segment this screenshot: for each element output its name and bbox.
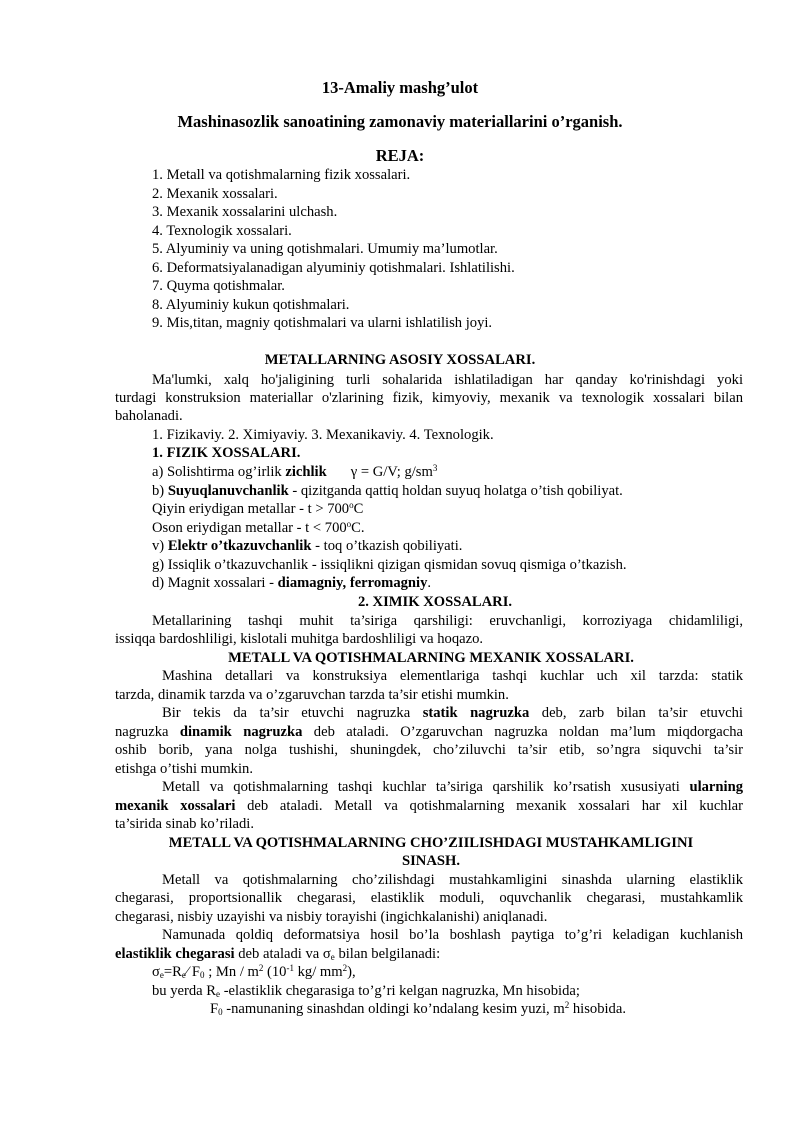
plan-item: 2. Mexanik xossalari. bbox=[152, 186, 278, 202]
term-static-load: statik nagruzka bbox=[422, 705, 530, 721]
section-heading-tensile: METALL VA QOTISHMALARNING CHO’ZIILISHDAGI MUSTAHKAMLIGINI bbox=[168, 835, 694, 851]
paragraph-line bbox=[162, 704, 743, 722]
term-mechanical-properties: mexanik xossalari bbox=[115, 798, 236, 814]
paragraph-line: tarzda, dinamik tarzda va o’zgaruvchan tarzda ta’sir etishi mumkin. bbox=[115, 687, 509, 703]
term-elastic-limit: elastiklik chegarasi bbox=[115, 946, 235, 962]
plan-item: 4. Texnologik xossalari. bbox=[152, 223, 292, 239]
formula-part: ; Mn / m bbox=[204, 964, 259, 980]
superscript: 2 bbox=[258, 963, 264, 973]
term-electrical-conductivity: Elektr o’tkazuvchanlik bbox=[167, 538, 312, 554]
formula-part: kg/ mm bbox=[293, 964, 343, 980]
unit: C. bbox=[351, 520, 365, 536]
hard-melting-metals bbox=[152, 500, 363, 518]
paragraph-line: issiqqa bardoshliligi, kislotali muhitga bardoshliligi va hoqazo. bbox=[115, 631, 484, 647]
subscript: e bbox=[181, 970, 186, 980]
property-types: 1. Fizikaviy. 2. Ximiyaviy. 3. Mexanikaviy. 4. Texnologik. bbox=[152, 427, 494, 443]
text-span: F bbox=[210, 1001, 219, 1017]
plan-title: REJA: bbox=[375, 146, 425, 165]
paragraph-line: Metallarining tashqi muhit ta’siriga qarshiligi: eruvchanligi, korroziyaga chidamliligi, bbox=[152, 613, 743, 629]
term-density: zichlik bbox=[285, 464, 327, 480]
paragraph-line: Namunada qoldiq deformatsiya hosil bo’la boshlash paytiga to’g’ri keladigan kuchlanish bbox=[162, 927, 743, 943]
subscript: e bbox=[216, 989, 221, 999]
term-dynamic-load: dinamik nagruzka bbox=[179, 724, 303, 740]
text-span: bilan belgilanadi: bbox=[334, 946, 441, 962]
subscript: 0 bbox=[218, 1007, 223, 1017]
superscript: 2 bbox=[564, 1000, 570, 1010]
section-heading-mechanical: METALL VA QOTISHMALARNING MEXANIK XOSSALARI. bbox=[228, 650, 634, 666]
paragraph-line: baholanadi. bbox=[115, 408, 183, 424]
plan-item: 8. Alyuminiy kukun qotishmalari. bbox=[152, 297, 350, 313]
item-text: Oson eriydigan metallar - t < 700 bbox=[152, 520, 347, 536]
text-span: deb ataladi va σ bbox=[234, 946, 331, 962]
formula-part: σ bbox=[152, 964, 160, 980]
paragraph-line: chegarasi, nisbiy uzayishi va nisbiy torayishi (ingichkalanishi) aniqlanadi. bbox=[115, 909, 548, 925]
topic-title: Mashinasozlik sanoatining zamonaviy materiallarini o’rganish. bbox=[177, 112, 623, 131]
text-span: deb ataladi. O’zgaruvchan nagruzka noldan ma’lum miqdorgacha bbox=[302, 724, 743, 740]
subscript: e bbox=[159, 970, 164, 980]
formula-part: =R bbox=[163, 964, 182, 980]
subscript: e bbox=[330, 952, 335, 962]
paragraph-line: Mashina detallari va konstruksiya elementlariga tashqi kuchlar uch xil tarzda: statik bbox=[162, 668, 743, 684]
paragraph-line: turdagi konstruksion materiallar o'zlarining fizik, kimyoviy, mexanik va texnologik xossalari bilan bbox=[115, 390, 743, 406]
formula-part: (10 bbox=[263, 964, 287, 980]
text-span: -namunaning sinashdan oldingi ko’ndalang kesim yuzi, m bbox=[222, 1001, 565, 1017]
easy-melting-metals bbox=[152, 519, 365, 537]
item-text: a) Solishtirma og’irlik bbox=[152, 464, 286, 480]
item-text: d) Magnit xossalari - bbox=[152, 575, 278, 591]
item-text: - qizitganda qattiq holdan suyuq holatga o’tish qobiliyat. bbox=[288, 483, 623, 499]
term-magnetic: diamagniy, ferromagniy bbox=[277, 575, 428, 591]
superscript: 3 bbox=[432, 463, 438, 473]
unit: C bbox=[353, 501, 364, 517]
text-span: Bir tekis da ta’sir etuvchi nagruzka bbox=[162, 705, 423, 721]
item-prefix: b) bbox=[152, 483, 168, 499]
term-mechanical-properties: ularning bbox=[689, 779, 743, 795]
formula-explanation-re bbox=[152, 982, 580, 1000]
section-heading-chemical: 2. XIMIK XOSSALARI. bbox=[357, 594, 513, 610]
degree-mark: o bbox=[349, 500, 354, 510]
text-span: -elastiklik chegarasiga to’g’ri kelgan nagruzka, Mn hisobida; bbox=[220, 983, 580, 999]
item-fusibility bbox=[152, 482, 623, 500]
elastic-limit-formula bbox=[152, 963, 356, 981]
item-density bbox=[152, 463, 437, 481]
text-span: hisobida. bbox=[569, 1001, 626, 1017]
text-span: bu yerda R bbox=[152, 983, 217, 999]
sub-heading-physical: 1. FIZIK XOSSALARI. bbox=[152, 445, 301, 461]
density-formula: γ = G/V; g/sm bbox=[350, 464, 433, 480]
subscript: 0 bbox=[200, 970, 205, 980]
text-span: nagruzka bbox=[115, 724, 180, 740]
paragraph-line bbox=[115, 797, 743, 815]
superscript: -1 bbox=[286, 963, 294, 973]
paragraph-line: oshib borib, yana nolga tushishi, shuningdek, cho’ziluvchi ta’sir etib, so’ngra siquvchi ta’sir bbox=[115, 742, 743, 758]
plan-item: 3. Mexanik xossalarini ulchash. bbox=[152, 204, 338, 220]
paragraph-line: ta’sirida sinab ko’riladi. bbox=[115, 816, 255, 832]
item-text: Qiyin eriydigan metallar - t > 700 bbox=[152, 501, 350, 517]
paragraph-line: chegarasi, proportsionallik chegarasi, elastiklik moduli, oquvchanlik chegarasi, mustahkamlik bbox=[115, 890, 743, 906]
plan-item: 1. Metall va qotishmalarning fizik xossalari. bbox=[152, 167, 411, 183]
text-span: Metall va qotishmalarning tashqi kuchlar ta’siriga qarshilik ko’rsatish xususiyati bbox=[162, 779, 690, 795]
formula-part: ⁄ F bbox=[185, 964, 201, 980]
paragraph-line: Ma'lumki, xalq ho'jaligining turli sohalarida ishlatiladigan har qanday ko'rinishdagi yoki bbox=[152, 372, 743, 388]
text-span: deb ataladi. Metall va qotishmalarning mexanik xossalari har xil kuchlar bbox=[235, 798, 743, 814]
degree-mark: o bbox=[346, 519, 352, 529]
text-span: deb, zarb bilan ta’sir etuvchi bbox=[529, 705, 743, 721]
item-magnetic bbox=[152, 574, 431, 592]
paragraph-line: etishga o’tishi mumkin. bbox=[115, 761, 253, 777]
formula-explanation-f0 bbox=[210, 1000, 626, 1018]
term-fusibility: Suyuqlanuvchanlik bbox=[167, 483, 289, 499]
item-text: . bbox=[427, 575, 432, 591]
section-heading-basic-properties: METALLARNING ASOSIY XOSSALARI. bbox=[264, 352, 536, 368]
plan-item: 7. Quyma qotishmalar. bbox=[152, 278, 285, 294]
item-thermal-conductivity: g) Issiqlik o’tkazuvchanlik - issiqlikni qizigan qismidan sovuq qismiga o’tkazish. bbox=[152, 557, 627, 573]
plan-item: 6. Deformatsiyalanadigan alyuminiy qotishmalari. Ishlatilishi. bbox=[152, 260, 515, 276]
item-electrical-conductivity bbox=[152, 537, 462, 555]
paragraph-line: Metall va qotishmalarning cho’zilishdagi mustahkamligini sinashda ularning elastiklik bbox=[162, 872, 743, 888]
paragraph-line bbox=[115, 723, 743, 741]
item-prefix: v) bbox=[152, 538, 168, 554]
paragraph-line bbox=[115, 945, 440, 963]
section-heading-tensile-cont: SINASH. bbox=[402, 853, 460, 869]
formula-part: ), bbox=[347, 964, 356, 980]
plan-item: 9. Mis,titan, magniy qotishmalari va ularni ishlatilish joyi. bbox=[152, 315, 493, 331]
paragraph-line bbox=[162, 778, 743, 796]
superscript: 2 bbox=[342, 963, 348, 973]
item-text: - toq o’tkazish qobiliyati. bbox=[311, 538, 463, 554]
plan-item: 5. Alyuminiy va uning qotishmalari. Umumiy ma’lumotlar. bbox=[152, 241, 498, 257]
lesson-title: 13-Amaliy mashg’ulot bbox=[321, 78, 479, 97]
